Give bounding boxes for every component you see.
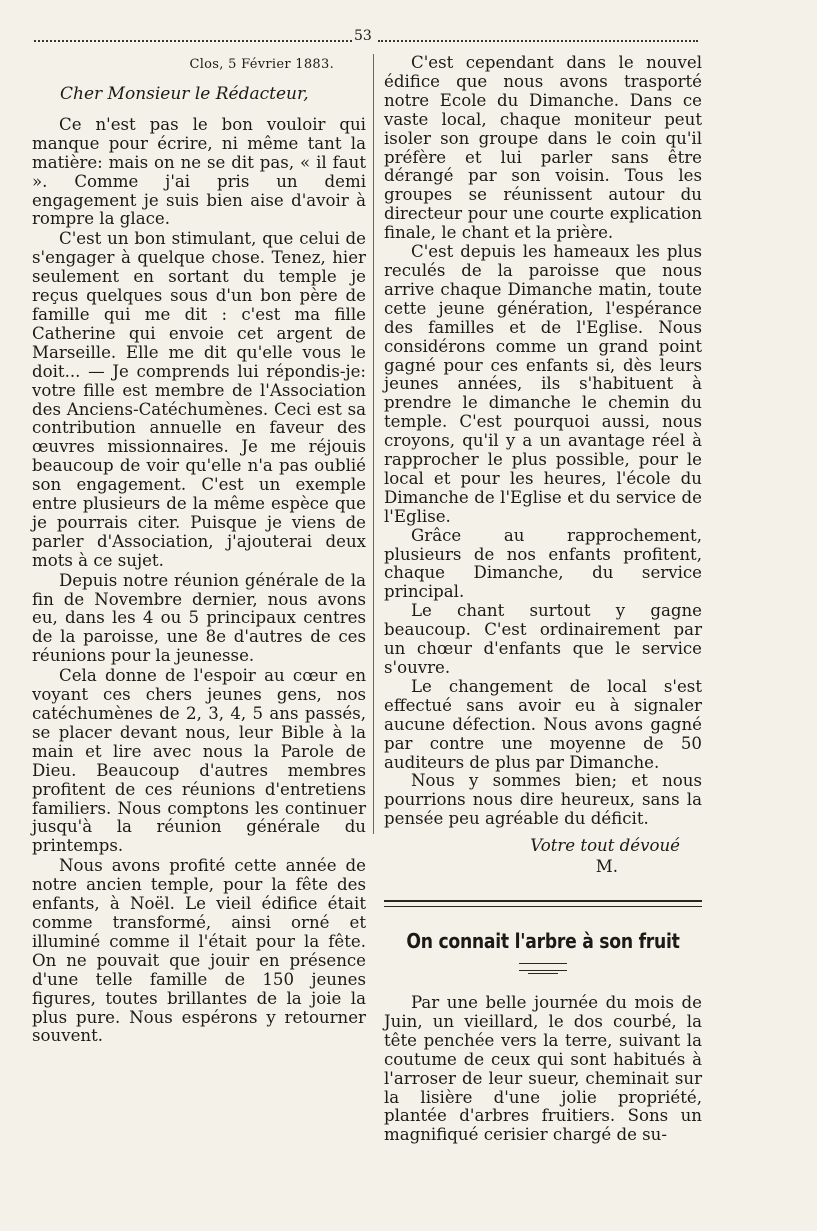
letter-paragraph: C'est depuis les hameaux les plus reculés de la paroisse que nous arrive chaque Dimanche matin, toute cette jeune génération, l'espérance des familles et de l'Eglise. Nous considérons comme un grand point gagné pour ces enfants si, dès leurs jeunes années, ils s'habituent à prendre le dimanche le chemin du temple. C'est pourquoi aussi, nous croyons, qu'il y a un avantage réel à rapprocher le plus possible, pour le local et pour les heures, l'école du Dimanche de l'Eglise et du service de l'Eglise.	[384, 242, 702, 526]
title-ornament	[519, 963, 567, 971]
letter-paragraph: Nous avons profité cette année de notre ancien temple, pour la fête des enfants, à Noël. Le vieil édifice était comme transformé, ainsi orné et illuminé comme il l'était pour la fête. On ne pouvait que jouir en présence d'une telle famille de 150 jeunes figures, toutes brillantes de la joie la plus pure. Nous espérons y retourner souvent.	[32, 856, 366, 1046]
article-paragraph: Par une belle journée du mois de Juin, un vieillard, le dos courbé, la tête penchée vers la terre, suivant la coutume de ceux qui sont habitués à l'arroser de leur sueur, cheminait sur la lisière d'une jolie propriété, plantée d'arbres fruitiers. Sons un magnifiqué cerisier chargé de su-	[384, 992, 702, 1145]
letter-signature: M.	[595, 857, 618, 877]
right-column	[384, 54, 702, 1145]
letter-paragraph: Grâce au rapprochement, plusieurs de nos enfants profitent, chaque Dimanche, du service principal.	[384, 525, 702, 602]
letter-paragraph: C'est cependant dans le nouvel édifice que nous avons trasporté notre Ecole du Dimanche. Dans ce vaste local, chaque moniteur peut isoler son groupe dans le coin qu'il préfère et lui parler sans être dérangé par son voisin. Tous les groupes se réunissent autour du directeur pour une courte explication finale, le chant et la prière.	[384, 53, 702, 243]
letter-signoff: Votre tout dévoué	[530, 836, 680, 856]
letter-paragraph: Cela donne de l'espoir au cœur en voyant ces chers jeunes gens, nos catéchumènes de 2, 3, 4, 5 ans passés, se placer devant nous, leur Bible à la main et lire avec nous la Parole de Dieu. Beaucoup d'autres membres profitent de ces réunions d'entretiens familiers. Nous comptons les continuer jusqu'à la réunion générale du printemps.	[32, 666, 366, 856]
header-rule-right	[378, 40, 698, 42]
left-column	[32, 54, 366, 1046]
letter-date: Clos, 5 Février 1883.	[189, 57, 334, 72]
section-separator	[384, 900, 702, 907]
letter-salutation: Cher Monsieur le Rédacteur,	[60, 84, 309, 104]
letter-paragraph: Le chant surtout y gagne beaucoup. C'est ordinairement par un chœur d'enfants que le service s'ouvre.	[384, 601, 702, 677]
page-number: 53	[354, 28, 372, 44]
column-divider	[373, 54, 374, 834]
letter-paragraph: C'est un bon stimulant, que celui de s'engager à quelque chose. Tenez, hier seulement en sortant du temple je reçus quelques sous d'un bon père de famille qui me dit : c'est ma fille Catherine qui envoie cet argent de Marseille. Elle me dit qu'elle vous le doit... — Je comprends lui répondis-je: votre fille est membre de l'Association des Anciens-Catéchumènes. Ceci est sa contribution annuelle en faveur des œuvres missionnaires. Je me réjouis beaucoup de voir qu'elle n'a pas oublié son engagement. C'est un exemple entre plusieurs de la même espèce que je pourrais citer. Puisque je viens de parler d'Association, j'ajouterai deux mots à ce sujet.	[32, 229, 366, 570]
letter-paragraph: Ce n'est pas le bon vouloir qui manque pour écrire, ni même tant la matière: mais on ne se dit pas, « il faut ». Comme j'ai pris un demi engagement je suis bien aise d'avoir à rompre la glace.	[32, 114, 366, 229]
letter-paragraph: Depuis notre réunion générale de la fin de Novembre dernier, nous avons eu, dans les 4 ou 5 principaux centres de la paroisse, une 8e d'autres de ces réunions pour la jeunesse.	[32, 570, 366, 666]
title-ornament-underline	[528, 973, 558, 974]
letter-paragraph: Nous y sommes bien; et nous pourrions nous dire heureux, sans la pensée peu agréable du déficit.	[384, 771, 702, 829]
header-rule-left	[34, 40, 352, 42]
article-title: On connait l'arbre à son fruit	[406, 928, 680, 953]
letter-paragraph: Le changement de local s'est effectué sans avoir eu à signaler aucune défection. Nous avons gagné par contre une moyenne de 50 auditeurs de plus par Dimanche.	[384, 676, 702, 772]
